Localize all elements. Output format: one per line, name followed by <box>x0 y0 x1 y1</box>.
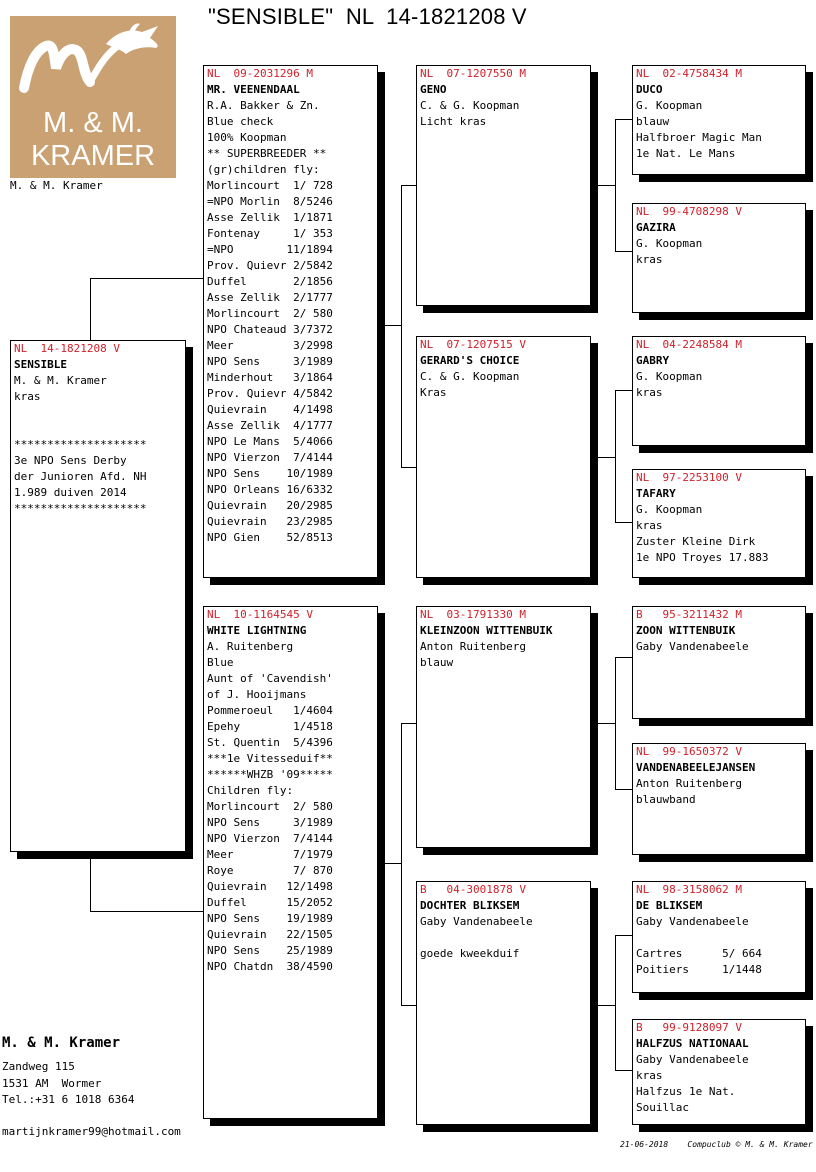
connector-line <box>401 1005 417 1006</box>
pigeon-name: MR. VEENENDAAL <box>207 83 300 96</box>
detail-line: G. Koopman <box>636 370 703 383</box>
detail-line: Gaby Vandenabeele <box>636 1053 749 1066</box>
detail-line: NPO Gien 52/8513 <box>207 531 333 544</box>
detail-line: Quievrain 20/2985 <box>207 499 333 512</box>
footer-credit: 21-06-2018 Compuclub © M. & M. Kramer <box>620 1140 813 1149</box>
connector-line <box>615 657 632 658</box>
detail-line: Gaby Vandenabeele <box>636 640 749 653</box>
pigeon-name: DE BLIKSEM <box>636 899 703 912</box>
ring-number: NL 03-1791330 M <box>420 608 526 621</box>
connector-line <box>378 325 402 326</box>
detail-line: 1e Nat. Le Mans <box>636 147 736 160</box>
sire-sire-dam-card[interactable] <box>632 203 806 313</box>
sire-dam-sire-card[interactable] <box>632 336 806 446</box>
detail-line: Morlincourt 1/ 728 <box>207 179 333 192</box>
detail-line: =NPO Morlin 8/5246 <box>207 195 333 208</box>
detail-line: Zuster Kleine Dirk <box>636 535 756 548</box>
detail-line <box>633 930 805 946</box>
owner-phone: Tel.:+31 6 1018 6364 <box>2 1093 135 1106</box>
detail-line: Asse Zellik 4/1777 <box>207 419 333 432</box>
owner-name: M. & M. Kramer <box>2 1035 121 1051</box>
pigeon-name: VANDENABEELEJANSEN <box>636 761 756 774</box>
pigeon-name: TAFARY <box>636 487 676 500</box>
sire-dam-dam-card[interactable] <box>632 469 806 578</box>
sire-card[interactable] <box>203 65 378 578</box>
connector-line <box>90 278 204 279</box>
ring-number: NL 99-4708298 V <box>636 205 742 218</box>
detail-line: Epehy 1/4518 <box>207 720 333 733</box>
owner-city: 1531 AM Wormer <box>2 1077 102 1090</box>
ring-number: NL 98-3158062 M <box>636 883 742 896</box>
detail-line: of J. Hooijmans <box>207 688 307 701</box>
detail-line: C. & G. Koopman <box>420 99 520 112</box>
detail-line: NPO Sens 10/1989 <box>207 467 333 480</box>
detail-line: blauw <box>420 656 454 669</box>
detail-line: Morlincourt 2/ 580 <box>207 307 333 320</box>
detail-line: NPO Sens 25/1989 <box>207 944 333 957</box>
detail-line: ** SUPERBREEDER ** <box>207 147 327 160</box>
connector-line <box>591 185 616 186</box>
connector-line <box>615 390 632 391</box>
connector-line <box>378 863 402 864</box>
detail-line: M. & M. Kramer <box>14 374 107 387</box>
detail-line: Asse Zellik 1/1871 <box>207 211 333 224</box>
connector-line <box>615 251 632 252</box>
detail-line: Meer 3/2998 <box>207 339 333 352</box>
detail-line <box>11 421 185 437</box>
detail-line: Quievrain 23/2985 <box>207 515 333 528</box>
detail-line: Halfbroer Magic Man <box>636 131 762 144</box>
dove-logo-icon <box>10 16 176 111</box>
detail-line: NPO Sens 19/1989 <box>207 912 333 925</box>
detail-line: ******WHZB '09***** <box>207 768 333 781</box>
dam-sire-sire-card[interactable] <box>632 606 806 719</box>
connector-line <box>615 935 632 936</box>
pigeon-name: GERARD'S CHOICE <box>420 354 520 367</box>
detail-line: Licht kras <box>420 115 487 128</box>
detail-line: Quievrain 4/1498 <box>207 403 333 416</box>
detail-line: Kras <box>420 386 447 399</box>
detail-line: kras <box>636 253 663 266</box>
pigeon-name: DUCO <box>636 83 663 96</box>
pedigree-title: "SENSIBLE" NL 14-1821208 V <box>208 4 527 29</box>
detail-line: =NPO 11/1894 <box>207 243 333 256</box>
detail-line: Children fly: <box>207 784 294 797</box>
detail-line: Minderhout 3/1864 <box>207 371 333 384</box>
connector-line <box>401 467 417 468</box>
pigeon-name: GAZIRA <box>636 221 676 234</box>
detail-line: kras <box>636 386 663 399</box>
detail-line: blauwband <box>636 793 696 806</box>
detail-line: Poitiers 1/1448 <box>636 963 762 976</box>
connector-line <box>401 723 417 724</box>
detail-line: der Junioren Afd. NH <box>14 470 147 483</box>
detail-line: Duffel 15/2052 <box>207 896 333 909</box>
detail-line: blauw <box>636 115 670 128</box>
detail-line: NPO Chatdn 38/4590 <box>207 960 333 973</box>
dam-dam-sire-card[interactable] <box>632 881 806 993</box>
detail-line: Gaby Vandenabeele <box>420 915 533 928</box>
detail-line <box>11 405 185 421</box>
detail-line: ***1e Vitesseduif** <box>207 752 333 765</box>
connector-line <box>591 1005 616 1006</box>
detail-line: Duffel 2/1856 <box>207 275 333 288</box>
detail-line: 3e NPO Sens Derby <box>14 454 127 467</box>
detail-line: Quievrain 12/1498 <box>207 880 333 893</box>
connector-line <box>591 457 616 458</box>
detail-line: Gaby Vandenabeele <box>636 915 749 928</box>
connector-line <box>615 935 616 1071</box>
detail-line: Cartres 5/ 664 <box>636 947 762 960</box>
dam-sire-dam-card[interactable] <box>632 743 806 855</box>
pigeon-name: KLEINZOON WITTENBUIK <box>420 624 553 637</box>
detail-line: Morlincourt 2/ 580 <box>207 800 333 813</box>
pigeon-name: DOCHTER BLIKSEM <box>420 899 520 912</box>
logo-text-line1: M. & M. <box>43 107 143 139</box>
detail-line: Meer 7/1979 <box>207 848 333 861</box>
ring-number: NL 97-2253100 V <box>636 471 742 484</box>
detail-line: Souillac <box>636 1101 689 1114</box>
ring-number: NL 99-1650372 V <box>636 745 742 758</box>
pigeon-name: HALFZUS NATIONAAL <box>636 1037 749 1050</box>
connector-line <box>401 723 402 1006</box>
connector-line <box>615 1070 632 1071</box>
connector-line <box>615 119 632 120</box>
connector-line <box>615 789 632 790</box>
logo-caption: M. & M. Kramer <box>10 179 103 192</box>
detail-line: Roye 7/ 870 <box>207 864 333 877</box>
ring-number: NL 14-1821208 V <box>14 342 120 355</box>
detail-line: Pommeroeul 1/4604 <box>207 704 333 717</box>
detail-line: Anton Ruitenberg <box>420 640 526 653</box>
sire-sire-sire-card[interactable] <box>632 65 806 175</box>
ring-number: NL 02-4758434 M <box>636 67 742 80</box>
detail-line: Quievrain 22/1505 <box>207 928 333 941</box>
owner-address: Zandweg 115 <box>2 1060 75 1073</box>
connector-line <box>90 911 204 912</box>
logo-text-line2: KRAMER <box>30 140 156 172</box>
detail-line: 100% Koopman <box>207 131 287 144</box>
connector-line <box>90 850 91 912</box>
connector-line <box>591 723 616 724</box>
detail-line: (gr)children fly: <box>207 163 320 176</box>
ring-number: NL 04-2248584 M <box>636 338 742 351</box>
dam-card[interactable] <box>203 606 378 1119</box>
detail-line: G. Koopman <box>636 503 703 516</box>
detail-line: NPO Le Mans 5/4066 <box>207 435 333 448</box>
detail-line: G. Koopman <box>636 99 703 112</box>
detail-line: Blue check <box>207 115 274 128</box>
detail-line: G. Koopman <box>636 237 703 250</box>
detail-line: Anton Ruitenberg <box>636 777 742 790</box>
ring-number: B 04-3001878 V <box>420 883 526 896</box>
ring-number: NL 07-1207550 M <box>420 67 526 80</box>
detail-line: 1e NPO Troyes 17.883 <box>636 551 769 564</box>
connector-line <box>401 185 402 468</box>
ring-number: NL 09-2031296 M <box>207 67 313 80</box>
subject-pigeon-card[interactable] <box>10 340 186 852</box>
detail-line: A. Ruitenberg <box>207 640 294 653</box>
kramer-logo <box>10 16 176 178</box>
detail-line: goede kweekduif <box>420 947 520 960</box>
dam-dam-card[interactable] <box>416 881 591 1125</box>
dam-dam-dam-card[interactable] <box>632 1019 806 1125</box>
detail-line: kras <box>636 1069 663 1082</box>
pigeon-name: SENSIBLE <box>14 358 67 371</box>
dam-sire-card[interactable] <box>416 606 591 848</box>
detail-line: C. & G. Koopman <box>420 370 520 383</box>
ring-number: B 99-9128097 V <box>636 1021 742 1034</box>
detail-line: kras <box>636 519 663 532</box>
detail-line: Prov. Quievr 4/5842 <box>207 387 333 400</box>
detail-line: NPO Vierzon 7/4144 <box>207 832 333 845</box>
ring-number: NL 10-1164545 V <box>207 608 313 621</box>
detail-line: Halfzus 1e Nat. <box>636 1085 736 1098</box>
connector-line <box>615 522 632 523</box>
detail-line: Aunt of 'Cavendish' <box>207 672 333 685</box>
detail-line: Blue <box>207 656 234 669</box>
connector-line <box>401 185 417 186</box>
detail-line <box>417 930 590 946</box>
detail-line: kras <box>14 390 41 403</box>
detail-line: Prov. Quievr 2/5842 <box>207 259 333 272</box>
pigeon-name: WHITE LIGHTNING <box>207 624 307 637</box>
sire-dam-card[interactable] <box>416 336 591 578</box>
pigeon-name: GENO <box>420 83 447 96</box>
connector-line <box>615 119 616 252</box>
detail-line: NPO Chateaud 3/7372 <box>207 323 333 336</box>
detail-line: ******************** <box>14 438 147 451</box>
detail-line: Asse Zellik 2/1777 <box>207 291 333 304</box>
pigeon-name: GABRY <box>636 354 670 367</box>
connector-line <box>615 657 616 790</box>
detail-line: Fontenay 1/ 353 <box>207 227 333 240</box>
detail-line: St. Quentin 5/4396 <box>207 736 333 749</box>
owner-email[interactable]: martijnkramer99@hotmail.com <box>2 1125 181 1138</box>
detail-line: ******************** <box>14 502 147 515</box>
detail-line: R.A. Bakker & Zn. <box>207 99 320 112</box>
pigeon-name: ZOON WITTENBUIK <box>636 624 736 637</box>
detail-line: NPO Orleans 16/6332 <box>207 483 333 496</box>
connector-line <box>615 390 616 523</box>
ring-number: B 95-3211432 M <box>636 608 742 621</box>
ring-number: NL 07-1207515 V <box>420 338 526 351</box>
detail-line: 1.989 duiven 2014 <box>14 486 127 499</box>
sire-sire-card[interactable] <box>416 65 591 306</box>
connector-line <box>90 278 91 340</box>
detail-line: NPO Vierzon 7/4144 <box>207 451 333 464</box>
detail-line: NPO Sens 3/1989 <box>207 816 333 829</box>
detail-line: NPO Sens 3/1989 <box>207 355 333 368</box>
